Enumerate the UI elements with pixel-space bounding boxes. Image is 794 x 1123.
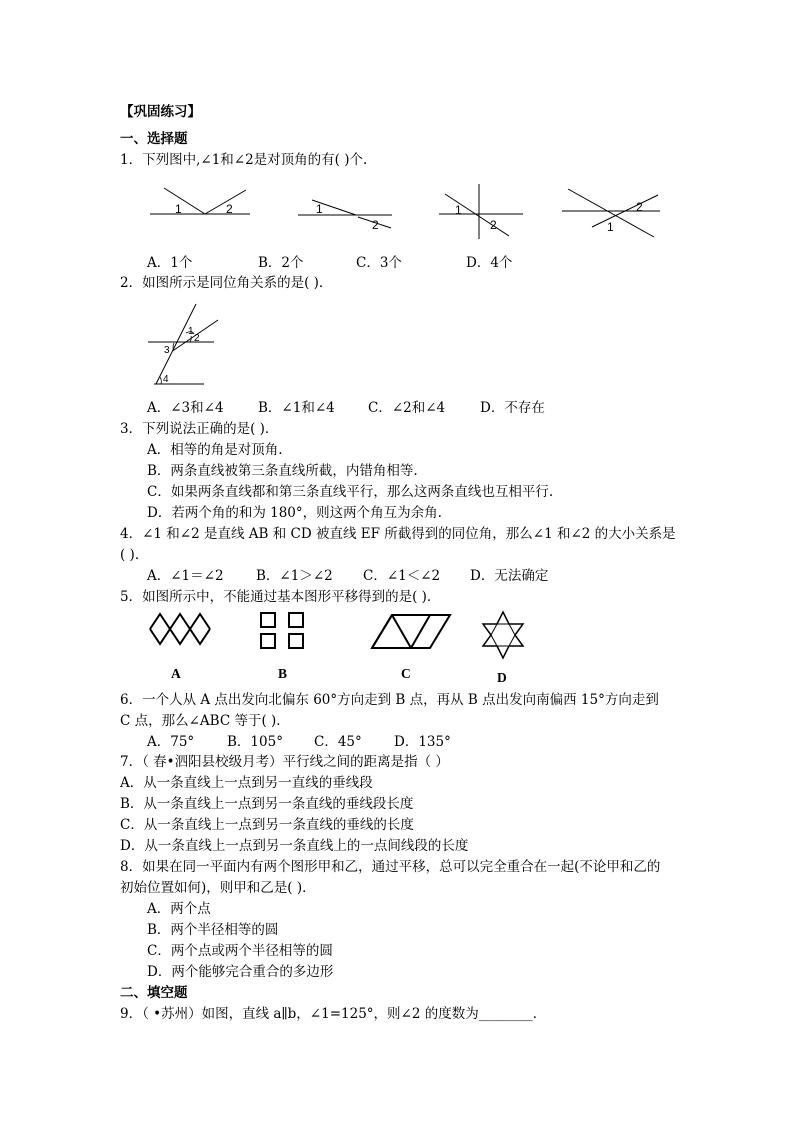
q8-stem-line1: 8．如果在同一平面内有两个图形甲和乙，通过平移，总可以完全重合在一起(不论甲和乙的 — [120, 859, 661, 875]
q4-stem-line2: ( )． — [120, 547, 149, 563]
q2-option-c[interactable]: C．∠2和∠4 — [368, 400, 446, 416]
q1-fig3-label-1: 1 — [455, 203, 462, 217]
q8-option-c[interactable]: C．两个点或两个半径相等的圆 — [147, 943, 333, 959]
q3-option-b[interactable]: B．两条直线被第三条直线所截，内错角相等. — [147, 463, 418, 479]
q7-option-d[interactable]: D．从一条直线上一点到另一条直线上的一点间线段的长度 — [120, 838, 469, 854]
q2-figure — [146, 302, 236, 392]
q5-label-d: D — [497, 670, 507, 685]
q2-label-3: 3 — [164, 345, 170, 356]
q3-option-a[interactable]: A．相等的角是对顶角. — [147, 442, 283, 458]
q4-option-b[interactable]: B．∠1＞∠2 — [256, 568, 333, 584]
q1-figure-4 — [562, 187, 672, 242]
q2-label-4: 4 — [163, 374, 169, 385]
exercise-header: 【巩固练习】 — [120, 104, 201, 120]
q2-option-b[interactable]: B．∠1和∠4 — [258, 400, 335, 416]
q8-option-a[interactable]: A．两个点 — [147, 901, 211, 917]
section-fill-in: 二、填空题 — [120, 985, 188, 1001]
q6-option-c[interactable]: C．45° — [314, 734, 362, 750]
q2-stem: 2．如图所示是同位角关系的是( )． — [120, 275, 333, 291]
q7-option-c[interactable]: C．从一条直线上一点到另一条直线的垂线的长度 — [120, 817, 414, 833]
q3-stem: 3．下列说法正确的是( )． — [120, 421, 279, 437]
q1-figure-1 — [150, 188, 260, 228]
q1-fig2-label-2: 2 — [372, 218, 379, 232]
q2-option-d[interactable]: D．不存在 — [480, 400, 545, 416]
q8-stem-line2: 初始位置如何)，则甲和乙是( )． — [120, 880, 316, 896]
q1-option-a[interactable]: A．1个 — [147, 255, 193, 271]
q2-option-a[interactable]: A．∠3和∠4 — [147, 400, 224, 416]
q4-stem-line1: 4．∠1 和∠2 是直线 AB 和 CD 被直线 EF 所截得到的同位角，那么∠1 和∠2 的大小关系是 — [120, 526, 676, 542]
q6-stem-line1: 6．一个人从 A 点出发向北偏东 60°方向走到 B 点，再从 B 点出发向南偏西 15°方向走到 — [120, 692, 659, 708]
q5-label-c: C — [401, 666, 411, 681]
q1-option-b[interactable]: B．2个 — [258, 255, 304, 271]
q5-figure-a-zigzag-rhombi — [150, 612, 215, 648]
q1-stem: 1．下列图中,∠1和∠2是对顶角的有( )个. — [120, 152, 368, 168]
q5-label-b: B — [278, 666, 288, 681]
q9-stem: 9．（ •苏州）如图，直线 a∥b，∠1=125°，则∠2 的度数为________． — [120, 1006, 547, 1022]
q7-option-b[interactable]: B．从一条直线上一点到另一条直线的垂线段长度 — [120, 796, 414, 812]
q4-option-c[interactable]: C．∠1＜∠2 — [363, 568, 441, 584]
q1-option-d[interactable]: D．4个 — [466, 255, 513, 271]
q6-stem-line2: C 点，那么∠ABC 等于( )． — [120, 713, 290, 729]
q3-option-c[interactable]: C．如果两条直线都和第三条直线平行，那么这两条直线也互相平行. — [147, 484, 554, 500]
q6-option-a[interactable]: A．75° — [147, 734, 195, 750]
q1-fig1-label-1: 1 — [175, 202, 182, 216]
q3-option-d[interactable]: D．若两个角的和为 180°，则这两个角互为余角. — [147, 505, 442, 521]
q1-figure-2 — [296, 195, 406, 235]
q8-option-d[interactable]: D．两个能够完合重合的多边形 — [147, 964, 334, 980]
q1-fig4-label-1: 1 — [607, 220, 614, 234]
q7-stem: 7．（ 春•泗阳县校级月考）平行线之间的距离是指（ ） — [120, 754, 449, 770]
q1-fig1-label-2: 2 — [226, 202, 233, 216]
q4-option-a[interactable]: A．∠1＝∠2 — [147, 568, 224, 584]
q1-fig4-label-2: 2 — [636, 200, 643, 214]
q1-fig3-label-2: 2 — [490, 218, 497, 232]
q1-figure-3 — [437, 184, 527, 239]
q7-option-a[interactable]: A．从一条直线上一点到另一直线的垂线段 — [120, 775, 373, 791]
q2-label-1: 1 — [188, 326, 194, 337]
q1-fig2-label-1: 1 — [316, 202, 323, 216]
q4-option-d[interactable]: D．无法确定 — [470, 568, 549, 584]
q6-option-d[interactable]: D．135° — [394, 734, 451, 750]
q5-label-a: A — [171, 666, 181, 681]
q5-figure-c-parallelogram — [370, 613, 454, 651]
q8-option-b[interactable]: B．两个半径相等的圆 — [147, 922, 279, 938]
q5-stem: 5．如图所示中，不能通过基本图形平移得到的是( )． — [120, 589, 441, 605]
q5-figure-d-star — [480, 610, 526, 660]
section-multiple-choice: 一、选择题 — [120, 131, 188, 147]
q6-option-b[interactable]: B．105° — [227, 734, 283, 750]
q5-figure-b-squares — [259, 612, 309, 652]
q2-label-2: 2 — [194, 333, 200, 344]
q1-option-c[interactable]: C．3个 — [356, 255, 402, 271]
